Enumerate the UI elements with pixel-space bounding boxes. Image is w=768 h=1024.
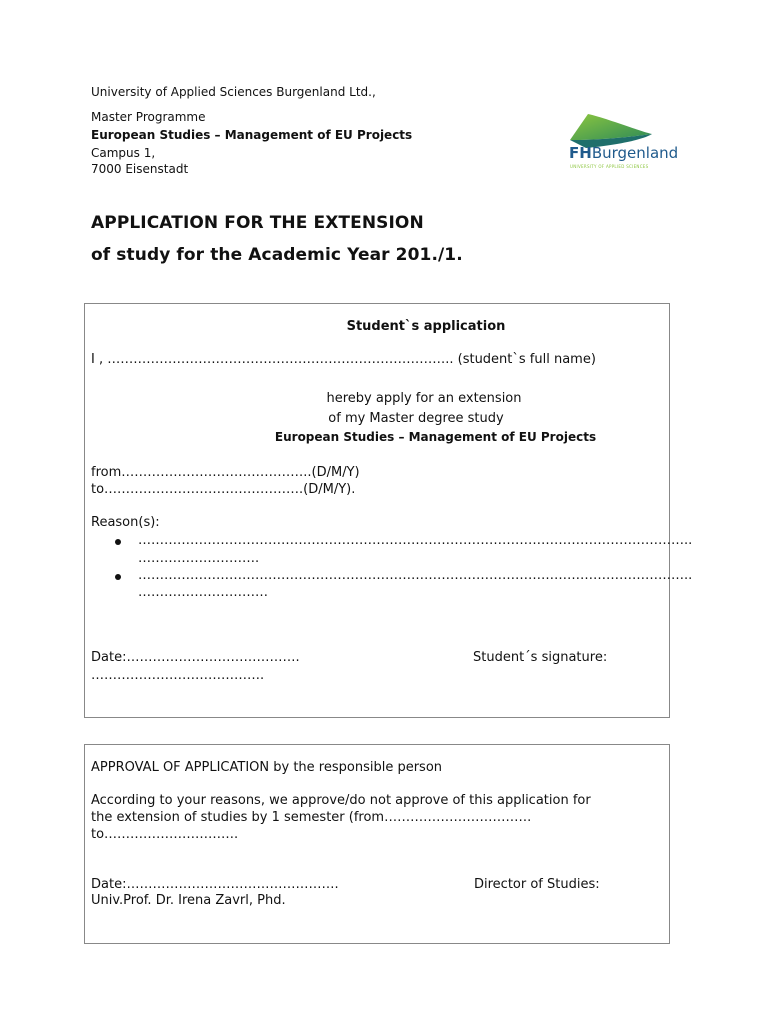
from-date-field[interactable]: from……………………………………..(D/M/Y) — [91, 465, 360, 480]
study-programme-name: European Studies – Management of EU Projects — [274, 430, 597, 444]
reason-1-line-1[interactable]: ……………………………………………………………………………………………………………….. — [138, 533, 693, 548]
student-signature-label: Student´s signature: — [473, 650, 608, 665]
director-label: Director of Studies: — [474, 877, 600, 892]
approval-text-line-1: According to your reasons, we approve/do not approve of this application for — [91, 793, 591, 808]
approval-date-field[interactable]: Date:…………………………………………. — [91, 877, 339, 892]
approval-text-line-2[interactable]: the extension of studies by 1 semester (from……………………………. — [91, 810, 532, 825]
page-title: APPLICATION FOR THE EXTENSION — [91, 213, 424, 233]
address-line-2: 7000 Eisenstadt — [91, 162, 189, 176]
student-date-field[interactable]: Date:…………………………………. — [91, 650, 300, 665]
logo-brand-name: Burgenland — [591, 144, 679, 162]
bullet-icon — [115, 574, 121, 580]
logo-tagline: UNIVERSITY OF APPLIED SCIENCES — [570, 164, 649, 169]
approval-heading: APPROVAL OF APPLICATION by the responsible person — [91, 760, 443, 775]
reasons-label: Reason(s): — [91, 515, 160, 530]
fh-burgenland-logo — [566, 110, 681, 175]
student-signature-field[interactable]: …………………………………. — [91, 668, 265, 683]
bullet-icon — [115, 539, 121, 545]
programme-label: Master Programme — [91, 110, 206, 124]
director-name: Univ.Prof. Dr. Irena Zavrl, Phd. — [91, 893, 286, 908]
institution-name: University of Applied Sciences Burgenland Ltd., — [91, 85, 376, 99]
reason-1-line-2[interactable]: ………………………. — [138, 551, 260, 566]
reason-2-line-1[interactable]: ……………………………………………………………………………………………………………….. — [138, 568, 693, 583]
reason-2-line-2[interactable]: ………………………… — [138, 585, 268, 600]
apply-line-1: hereby apply for an extension — [326, 391, 522, 406]
programme-name: European Studies – Management of EU Projects — [91, 128, 413, 142]
student-application-heading: Student`s application — [346, 319, 506, 334]
page-subtitle: of study for the Academic Year 201./1. — [91, 245, 463, 265]
approval-text-line-3[interactable]: to…………………………. — [91, 827, 239, 842]
apply-line-2: of my Master degree study — [328, 411, 504, 426]
logo-fh: FH — [569, 144, 592, 162]
address-line-1: Campus 1, — [91, 146, 156, 160]
student-name-field[interactable]: I , …………………………………………………………………….. (student`s full name) — [91, 352, 596, 367]
logo-wordmark — [569, 145, 678, 161]
to-date-field[interactable]: to……………………………………….(D/M/Y). — [91, 482, 356, 497]
